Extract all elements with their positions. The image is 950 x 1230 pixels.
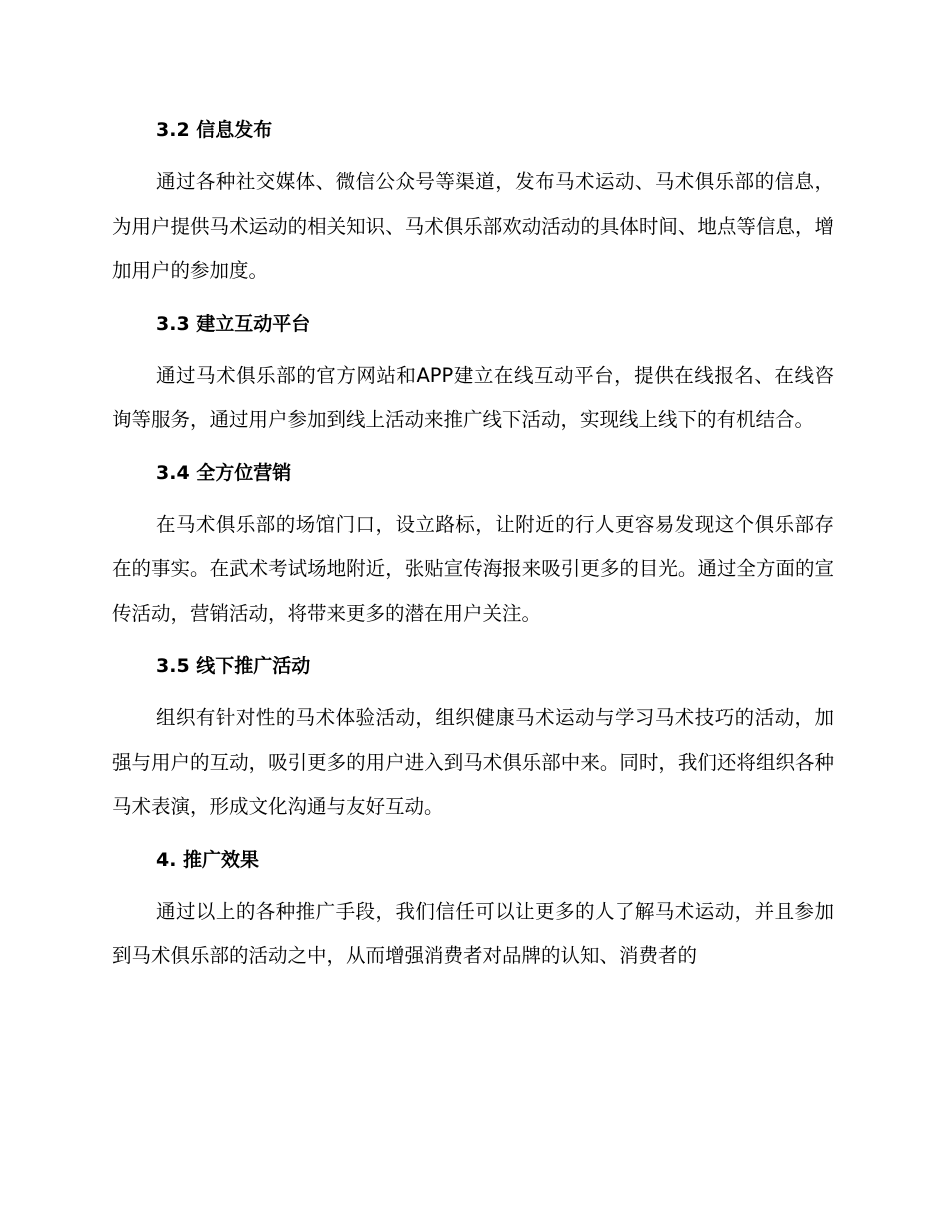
section-paragraph-3-5: 组织有针对性的马术体验活动，组织健康马术运动与学习马术技巧的活动，加强与用户的互动，吸引更多的用户进入到马术俱乐部中来。同时，我们还将组织各种马术表演，形成文化沟通与友好互动。 (112, 706, 834, 818)
document-body (112, 110, 834, 989)
section-heading-4: 4. 推广效果 (156, 848, 260, 871)
section-paragraph-4: 通过以上的各种推广手段，我们信任可以让更多的人了解马术运动，并且参加到马术俱乐部的活动之中，从而增强消费者对品牌的认知、消费者的 (112, 899, 834, 967)
section-heading-3-3: 3.3 建立互动平台 (156, 312, 311, 335)
section-paragraph-3-4: 在马术俱乐部的场馆门口，设立路标，让附近的行人更容易发现这个俱乐部存在的事实。在武术考试场地附近，张贴宣传海报来吸引更多的目光。通过全方面的宣传活动，营销活动，将带来更多的潜在用户关注。 (112, 512, 834, 625)
section-heading-3-5: 3.5 线下推广活动 (156, 655, 311, 677)
section-heading-3-4: 3.4 全方位营销 (156, 461, 292, 484)
section-paragraph-3-2: 通过各种社交媒体、微信公众号等渠道，发布马术运动、马术俱乐部的信息，为用户提供马术运动的相关知识、马术俱乐部欢动活动的具体时间、地点等信息，增加用户的参加度。 (112, 170, 834, 282)
section-paragraph-3-3: 通过马术俱乐部的官方网站和APP建立在线互动平台，提供在线报名、在线咨询等服务，通过用户参加到线上活动来推广线下活动，实现线上线下的有机结合。 (112, 363, 834, 431)
section-heading-3-2: 3.2 信息发布 (156, 119, 273, 141)
